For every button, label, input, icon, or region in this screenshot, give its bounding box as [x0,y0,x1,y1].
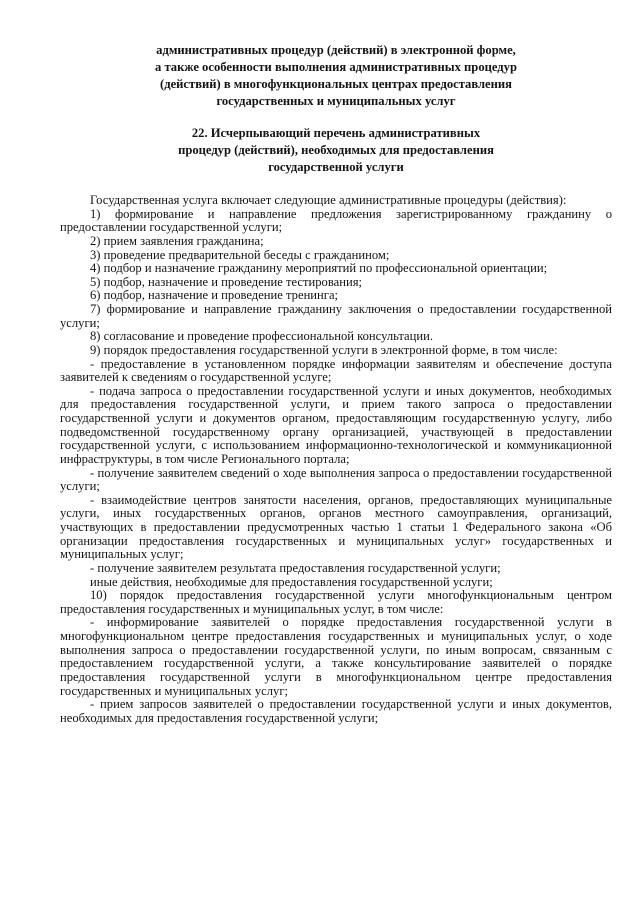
list-item: 5) подбор, назначение и проведение тестирования; [90,274,362,289]
subsection-header-line: 22. Исчерпывающий перечень административных [191,126,481,140]
subsection-header-line: процедур (действий), необходимых для предоставления [178,143,494,157]
sub-list-item: иные действия, необходимые для предоставления государственной услуги; [90,574,493,589]
sub-list-item: - информирование заявителей о порядке предоставления государственной услуги в многофункциональном центре предоставления государственных и муниципальных услуг, о ходе выполнения запроса о предоставлении государственной услуги, по иным вопросам, связанным с предоставлением государственной услуги, а также консультирование заявителей о порядке предоставления государственной услуги в многофункциональном центре предоставления государственных и муниципальных услуг; [60,615,612,698]
list-item: 10) порядок предоставления государственной услуги многофункциональным центром предоставления государственных и муниципальных услуг, в том числе: [60,588,612,616]
sub-list-item: - взаимодействие центров занятости населения, органов, предоставляющих муниципальные услуги, иных государственных органов, органов местного самоуправления, организаций, участвующих в предоставлении предусмотренных частью 1 статьи 1 Федерального закона «Об организации предоставления государственных и муниципальных услуг» государственных и муниципальных услуг; [60,492,612,562]
list-item: 7) формирование и направление гражданину заключения о предоставлении государственной услуги; [60,302,612,330]
sub-list-item: - получение заявителем сведений о ходе выполнения запроса о предоставлении государственной услуги; [60,465,612,494]
sub-list-item: - предоставление в установленном порядке информации заявителям и обеспечение доступа заявителей к сведениям о государственной услуге; [60,356,612,385]
body-text [60,194,612,725]
subsection-header-line: государственной услуги [268,160,404,174]
section-header [60,42,612,110]
section-header-line: (действий) в многофункциональных центрах предоставления [160,77,512,91]
list-item: 6) подбор, назначение и проведение тренинга; [90,288,339,303]
list-item: 9) порядок предоставления государственной услуги в электронной форме, в том числе: [90,342,558,357]
section-header-line: административных процедур (действий) в электронной форме, [156,43,516,57]
list-item: 8) согласование и проведение профессиональной консультации. [90,329,433,344]
subsection-header [60,125,612,176]
list-item: 2) прием заявления гражданина; [90,233,264,248]
section-header-line: а также особенности выполнения административных процедур [155,60,517,74]
sub-list-item: - получение заявителем результата предоставления государственной услуги; [90,560,501,575]
sub-list-item: - подача запроса о предоставлении государственной услуги и иных документов, необходимых для предоставления государственной услуги, и прием такого запроса о предоставлении государственной услуги и документов органом, предоставляющим государственную услугу, либо подведомственной государственному органу организацией, участвующей в предоставлении государственной услуги, с использованием информационно-технологической и коммуникационной инфраструктуры, в том числе Регионального портала; [60,383,612,466]
list-item: 4) подбор и назначение гражданину мероприятий по профессиональной ориентации; [90,261,548,276]
list-item: 3) проведение предварительной беседы с гражданином; [90,247,390,262]
intro-paragraph: Государственная услуга включает следующие административные процедуры (действия): [90,193,567,207]
sub-list-item: - прием запросов заявителей о предоставлении государственной услуги и иных документов, необходимых для предоставления государственной услуги; [60,697,612,725]
list-item: 1) формирование и направление предложения зарегистрированному гражданину о предоставлении государственной услуги; [60,206,612,235]
section-header-line: государственных и муниципальных услуг [216,94,456,108]
